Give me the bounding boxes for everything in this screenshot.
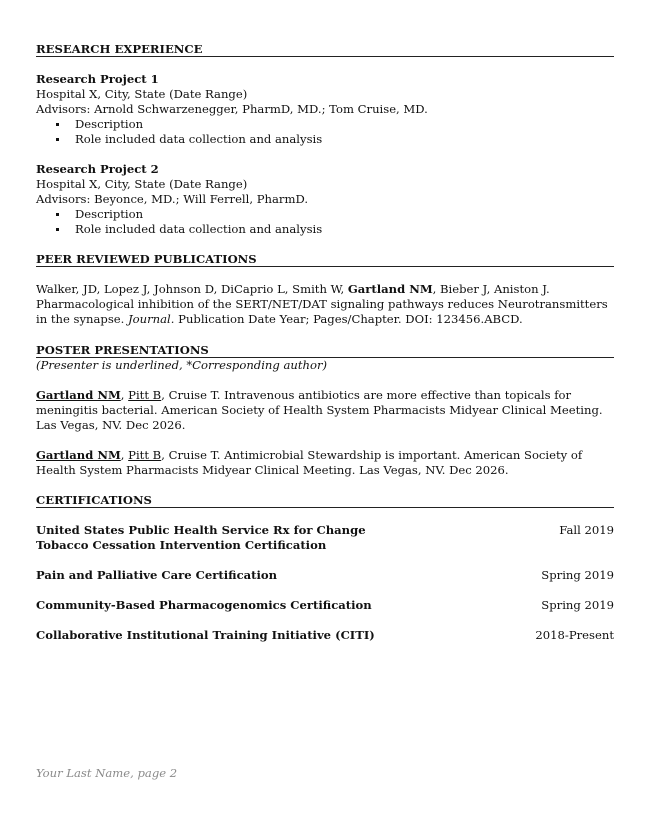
certification-row [36, 568, 614, 583]
project-bullets [36, 207, 614, 237]
project-title: Research Project 1 [36, 72, 159, 86]
certification-date: Spring 2019 [541, 568, 614, 582]
publications-heading: PEER REVIEWED PUBLICATIONS [36, 252, 614, 267]
publication-journal: Journal. [128, 312, 175, 326]
certifications-heading: CERTIFICATIONS [36, 493, 614, 508]
publication-details: Publication Date Year; Pages/Chapter. DOI: 123456.ABCD. [174, 312, 523, 326]
bullet-item: Description [36, 207, 614, 222]
publication-entry [36, 282, 614, 327]
certification-name: Pain and Palliative Care Certification [36, 568, 278, 582]
separator: , [120, 448, 129, 462]
poster-entry-2 [36, 448, 614, 478]
certification-row [36, 598, 614, 613]
publication-highlight-author: Gartland NM [347, 282, 433, 296]
research-heading: RESEARCH EXPERIENCE [36, 42, 614, 57]
project-advisors: Advisors: Arnold Schwarzenegger, PharmD, MD.; Tom Cruise, MD. [36, 102, 428, 116]
bullet-item: Role included data collection and analysis [36, 222, 614, 237]
research-project-1 [36, 72, 614, 147]
research-project-2 [36, 162, 614, 237]
poster-presenter: Gartland NM [36, 388, 121, 402]
project-title: Research Project 2 [36, 162, 159, 176]
certification-date: Fall 2019 [559, 523, 614, 537]
publication-title: , Bieber J, Aniston J. Pharmacological inhibition of the SERT/NET/DAT signaling pathways reduces Neurotransmitters in the synapse. [36, 282, 608, 326]
poster-coauthor: Pitt B [128, 388, 162, 402]
posters-note: (Presenter is underlined, *Corresponding author) [36, 358, 328, 372]
poster-details: , Cruise T. Antimicrobial Stewardship is important. American Society of Health System Pharmacists Midyear Clinical Meeting. Las Vegas, NV. Dec 2026. [36, 448, 583, 477]
poster-entry-1 [36, 388, 614, 433]
certification-name: Collaborative Institutional Training Initiative (CITI) [36, 628, 375, 642]
project-bullets [36, 117, 614, 147]
project-location: Hospital X, City, State (Date Range) [36, 177, 248, 191]
publication-authors: Walker, JD, Lopez J, Johnson D, DiCaprio L, Smith W, [36, 282, 348, 296]
posters-heading: POSTER PRESENTATIONS [36, 343, 614, 358]
bullet-item: Description [36, 117, 614, 132]
poster-details: , Cruise T. Intravenous antibiotics are more effective than topicals for meningitis bacterial. American Society of Health System Pharmacists Midyear Clinical Meeting. Las Vegas, NV. Dec 2026. [36, 388, 603, 432]
page-footer: Your Last Name, page 2 [36, 766, 178, 780]
certification-date: 2018-Present [535, 628, 614, 642]
separator: , [120, 388, 129, 402]
certification-name: United States Public Health Service Rx for Change Tobacco Cessation Intervention Certification [36, 523, 366, 552]
certification-row [36, 628, 614, 643]
certification-row [36, 523, 614, 553]
certification-date: Spring 2019 [541, 598, 614, 612]
project-advisors: Advisors: Beyonce, MD.; Will Ferrell, PharmD. [36, 192, 309, 206]
bullet-item: Role included data collection and analysis [36, 132, 614, 147]
certification-name: Community-Based Pharmacogenomics Certification [36, 598, 372, 612]
project-location: Hospital X, City, State (Date Range) [36, 87, 248, 101]
poster-coauthor: Pitt B [128, 448, 162, 462]
poster-presenter: Gartland NM [36, 448, 121, 462]
